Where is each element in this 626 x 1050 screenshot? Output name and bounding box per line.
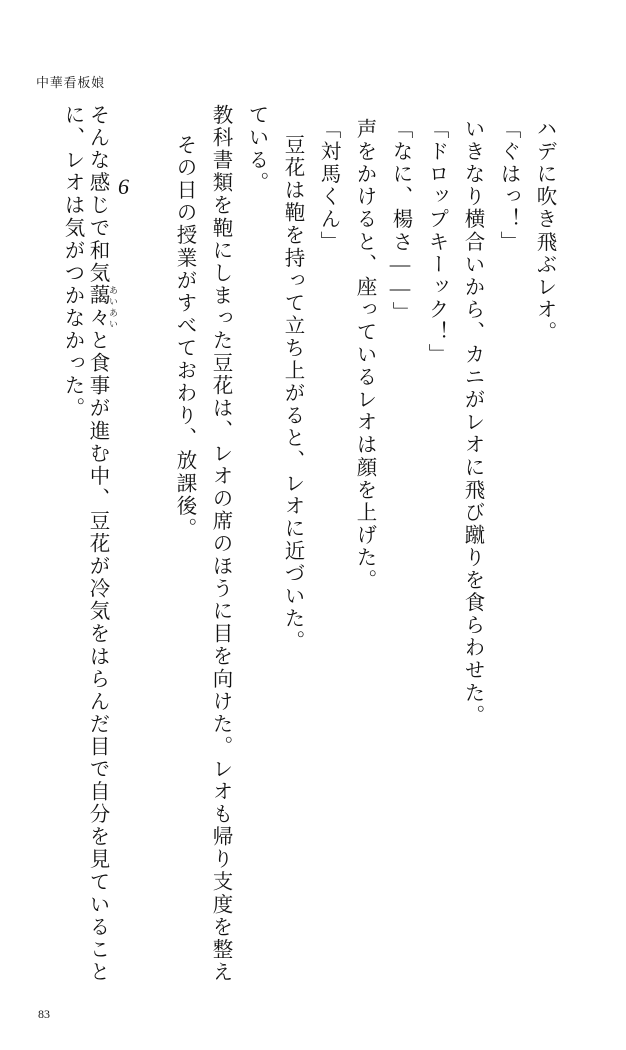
text-column-with-ruby: そんな感じで和気藹々 あいあいと食事が進む中、豆花が冷気をはらんだ目で自分を見ていること xyxy=(86,104,118,984)
text-column: 豆花は鞄を持って立ち上がると、レオに近づいた。 xyxy=(281,134,303,653)
text-column: 声をかけると、座っているレオは顔を上げた。 xyxy=(353,118,375,592)
section-number: 6 xyxy=(118,174,129,199)
text-column: いきなり横合いから、カニがレオに飛び蹴りを食らわせた。 xyxy=(461,118,483,727)
text-column: 「ドロップキーック！」 xyxy=(425,118,447,367)
page-number: 83 xyxy=(38,1007,50,1021)
text-column: 教科書類を鞄にしまった豆花は、レオの席のほうに目を向けた。レオも帰り支度を整え xyxy=(209,104,231,984)
text-column: 「ぐはっ！」 xyxy=(497,118,519,254)
ruby-reading: あいあい xyxy=(108,284,118,330)
text-column: 「対馬くん」 xyxy=(317,118,339,254)
text-column: ている。 xyxy=(245,104,267,195)
text-column: その日の授業がすべておわり、放課後。 xyxy=(173,134,195,540)
text-column: 「なに、楊さ――」 xyxy=(389,118,411,324)
vertical-text-body xyxy=(46,104,586,984)
running-head: 中華看板娘 xyxy=(36,75,105,90)
text-column: に、レオは気がつかなかった。 xyxy=(61,104,83,420)
ruby-group: 藹々 あいあい xyxy=(86,284,118,330)
section-number-column xyxy=(118,104,158,984)
text-column: ハデに吹き飛ぶレオ。 xyxy=(533,118,555,344)
